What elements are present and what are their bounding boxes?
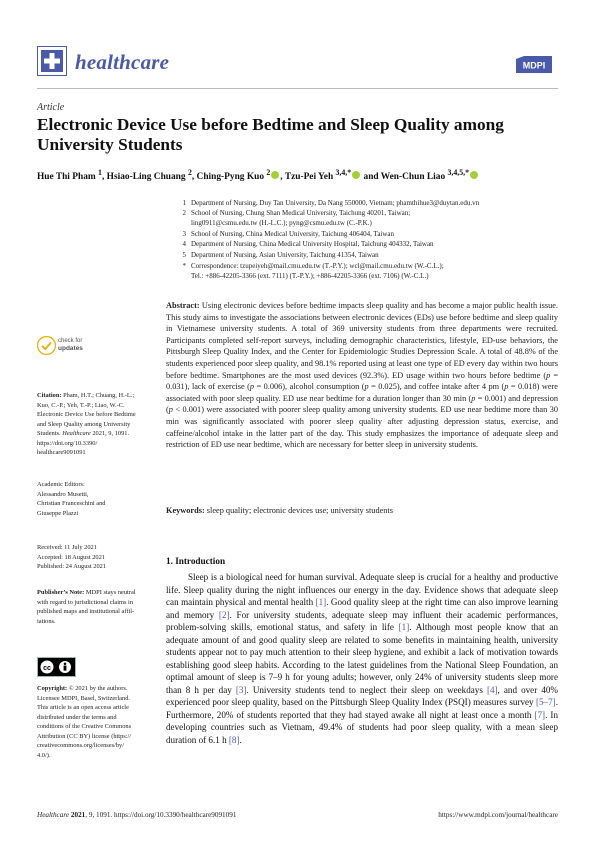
svg-text:cc: cc xyxy=(43,665,51,672)
author-sep: , xyxy=(101,172,105,183)
author-list xyxy=(37,168,577,182)
article-title xyxy=(37,115,557,155)
license-link[interactable]: creativecommons.org/licenses/by/ xyxy=(37,742,125,749)
author-sep: , xyxy=(191,172,195,183)
check-updates-line1: check for xyxy=(58,338,83,344)
author-name[interactable]: Tzu-Pei Yeh xyxy=(284,172,334,183)
author-affil: 2 xyxy=(266,168,271,177)
author-affil: 3,4,* xyxy=(335,168,352,177)
author-affil: 3,4,5,* xyxy=(447,168,470,177)
orcid-icon[interactable] xyxy=(271,171,279,179)
author-affil: 2 xyxy=(187,168,192,177)
doi-link[interactable]: https://doi.org/10.3390/ xyxy=(37,439,98,447)
check-for-updates-button[interactable] xyxy=(37,336,87,362)
citation-link[interactable]: [8] xyxy=(228,734,240,745)
citation-link[interactable]: [1] xyxy=(315,597,327,607)
check-updates-line2: updates xyxy=(58,345,83,352)
keywords: Keywords: sleep quality; electronic devices use; university students xyxy=(166,506,393,515)
copyright-notice: Copyright: © 2021 by the authors. Licensee MDPI, Basel, Switzerland. This article is an open access article distributed under the terms and conditions of the Creative Commons Attribution (CC BY) license (https:// creativecommons.org/licenses/by/ 4.0/). xyxy=(37,684,155,760)
orcid-icon[interactable] xyxy=(470,171,478,179)
author-name[interactable]: Ching-Pyng Kuo xyxy=(196,172,265,183)
citation-link[interactable]: [5–7] xyxy=(536,697,556,707)
title-line-2: University Students xyxy=(37,135,183,154)
journal-url-link[interactable]: https://www.mdpi.com/journal/healthcare xyxy=(438,811,558,819)
orcid-icon[interactable] xyxy=(352,171,360,179)
citation-block: Citation: Pham, H.T.; Chuang, H.-L.; Kuo, C.-P.; Yeh, T.-P.; Liao, W.-C. Electronic Device Use before Bedtime and Sleep Quality among University Students. Healthcare 2021, 9, 1091. https://doi.org/10.3390/ healthcare9091091 xyxy=(37,391,155,458)
article-type: Article xyxy=(37,102,65,113)
author-name[interactable]: Hsiao-Ling Chuang xyxy=(106,172,186,183)
section-title: 1. Introduction xyxy=(166,556,226,566)
author-sep: , xyxy=(280,172,283,183)
author-name[interactable]: Hue Thi Pham xyxy=(37,172,96,183)
footer-citation[interactable]: Healthcare 2021, 9, 1091. https://doi.org/10.3390/healthcare9091091 xyxy=(37,811,237,819)
header-divider xyxy=(37,88,558,89)
cc-by-license-icon[interactable] xyxy=(37,657,76,677)
author-name[interactable]: and Wen-Chun Liao xyxy=(363,172,446,183)
check-updates-icon xyxy=(37,336,56,355)
citation-link[interactable]: [2] xyxy=(218,609,230,620)
citation-link[interactable]: [3] xyxy=(235,684,247,695)
keywords-label: Keywords: xyxy=(166,506,205,515)
academic-editors: Academic Editors: Alessandro Musetti, Christian Franceschini and Giuseppe Plazzi xyxy=(37,481,106,517)
journal-name: healthcare xyxy=(75,50,170,74)
mdpi-logo-icon[interactable] xyxy=(516,56,552,73)
introduction-paragraph: Sleep is a biological need for human survival. Adequate sleep is crucial for a healthy and productive life. Sleep quality during the night influences our energy in the day. Evidence shows that adequate sleep can maintain physical and mental health [1]. Good quality sleep at the right time can also improve learning and memory [2]. For university students, adequate sleep may influent their academic performances, problem-solving skills, emotional status, and safety in life [1]. Although most people know that an adequate amount of and good quality sleep are related to some benefits in maintaining health, university students appear not to pay much attention to their sleep hygiene, and exhibit a lack of motivation towards establishing good sleep habits. According to the latest guidelines from the National Sleep Foundation, an optimal amount of sleep is 7–9 h for young adults; however, only 24% of university students sleep more than 8 h per day [3]. University students tend to neglect their sleep on weekdays [4], and over 40% experienced poor sleep quality, based on the Pittsburgh Sleep Quality Index (PSQI) measures survey [5–7]. Furthermore, 20% of students reported that they had stayed awake all night at least once a month [7]. In developing countries such as Vietnam, 49.4% of students had poor sleep quality, with a mean sleep duration of 6.1 h [8]. xyxy=(166,572,559,745)
journal-logo-icon xyxy=(37,46,67,76)
citation-link[interactable]: [1] xyxy=(398,622,410,632)
title-line-1: Electronic Device Use before Bedtime and Sleep Quality among xyxy=(37,115,504,134)
license-link[interactable]: Attribution (CC BY) license (https:// xyxy=(37,732,132,740)
author-affil: 1 xyxy=(98,168,102,177)
publisher-name: MDPI xyxy=(522,60,546,71)
publication-dates: Received: 11 July 2021 Accepted: 18 August 2021 Published: 24 August 2021 xyxy=(37,544,107,570)
citation-link[interactable]: [7] xyxy=(534,709,546,720)
page-footer xyxy=(37,811,558,819)
publisher-note: Publisher’s Note: MDPI stays neutral with regard to jurisdictional claims in published maps and institutional affil- iations. xyxy=(37,589,136,625)
abstract-label: Abstract: xyxy=(166,301,200,310)
citation-link[interactable]: [4] xyxy=(486,684,498,695)
doi-link[interactable]: healthcare9091091 xyxy=(37,449,86,456)
abstract: Abstract: Using electronic devices before bedtime impacts sleep quality and has become a major public health issue. This study aims to investigate the associations between electronic devices (EDs) use before bedtime and sleep quality in Vietnamese university students. A total of 369 university students from three departments were recruited. Participants completed self-report surveys, including demographic characteristics, lifestyle, ED-use behaviors, the Pittsburgh Sleep Quality Index, and the Center for Epidemiologic Studies Depression Scale. A total of 48.8% of the students experienced poor sleep quality, and 98.1% reported using at least one type of ED every day within two hours before bedtime. Smartphones are the most used devices (92.3%). ED usage within two hours before bedtime (p = 0.031), lack of exercise (p = 0.006), alcohol consumption (p = 0.025), and coffee intake after 4 pm (p = 0.018) were associated with poor sleep quality. ED use near bedtime for a duration longer than 30 min (p = 0.001) and depression (p < 0.001) were associated with poorer sleep quality among university students. ED use near bedtime more than 30 min was significantly associated with poorer sleep quality after adjusting depression status, exercise, and caffeine/alcohol intake in the latter part of the day. This study emphasizes the importance of adequate sleep and restriction of ED use near bedtime, which are necessary for better sleep in university students. xyxy=(166,301,558,450)
